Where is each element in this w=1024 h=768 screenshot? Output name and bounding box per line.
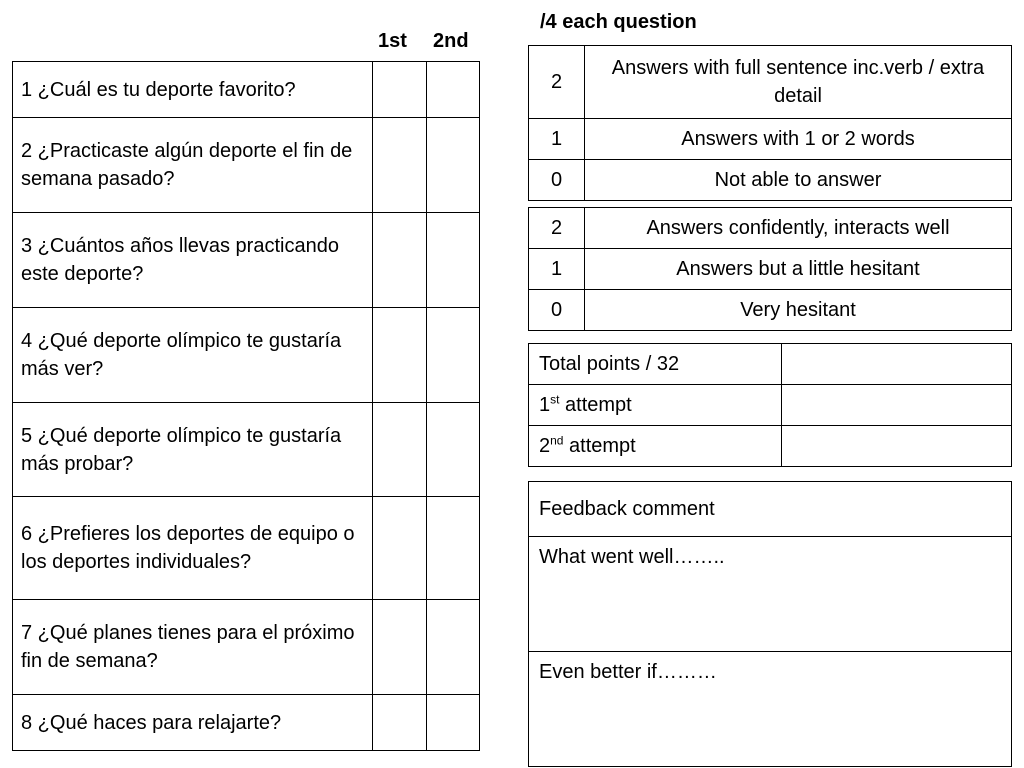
first-attempt-text: attempt [559, 394, 632, 416]
rubric-score: 1 [529, 249, 585, 290]
rubric-score: 1 [529, 119, 585, 160]
second-attempt-text: attempt [563, 435, 636, 457]
questions-table [12, 61, 480, 751]
first-attempt-cell[interactable] [782, 385, 1012, 426]
score-cell-first[interactable] [373, 62, 426, 118]
question-text: 1 ¿Cuál es tu deporte favorito? [13, 62, 373, 118]
score-cell-second[interactable] [426, 600, 479, 695]
feedback-row-went-well[interactable] [529, 537, 1012, 652]
question-text: 4 ¿Qué deporte olímpico te gustaría más ver? [13, 308, 373, 403]
question-text: 8 ¿Qué haces para relajarte? [13, 695, 373, 751]
score-cell-first[interactable] [373, 118, 426, 213]
first-attempt-number: 1 [539, 394, 551, 416]
feedback-table [528, 481, 1012, 767]
points-row-second [529, 426, 1012, 467]
feedback-row-heading [529, 482, 1012, 537]
question-text: 7 ¿Qué planes tienes para el próximo fin de semana? [13, 600, 373, 695]
question-row [13, 497, 480, 600]
question-row [13, 600, 480, 695]
question-row [13, 308, 480, 403]
second-attempt-cell[interactable] [782, 426, 1012, 467]
second-attempt-label [529, 426, 782, 467]
rubric-score: 2 [529, 208, 585, 249]
rubric-row [529, 208, 1012, 249]
question-row [13, 403, 480, 497]
score-cell-first[interactable] [373, 497, 426, 600]
rubric-score: 0 [529, 160, 585, 201]
score-cell-second[interactable] [426, 403, 479, 497]
rubric-score: 0 [529, 290, 585, 331]
even-better-field[interactable]: Even better if……… [529, 652, 1012, 767]
score-cell-second[interactable] [426, 213, 479, 308]
total-points-label: Total points / 32 [529, 344, 782, 385]
score-cell-first[interactable] [373, 695, 426, 751]
confidence-rubric-table [528, 207, 1012, 331]
column-header-second: 2nd [433, 30, 469, 52]
second-attempt-number: 2 [539, 435, 551, 457]
second-attempt-suffix: nd [550, 433, 564, 448]
rubric-description: Very hesitant [585, 290, 1012, 331]
score-cell-second[interactable] [426, 62, 479, 118]
first-attempt-label [529, 385, 782, 426]
points-table [528, 343, 1012, 467]
first-attempt-suffix: st [550, 392, 560, 407]
feedback-row-even-better[interactable] [529, 652, 1012, 767]
question-row [13, 695, 480, 751]
rubric-description: Answers confidently, interacts well [585, 208, 1012, 249]
rubric-description: Answers but a little hesitant [585, 249, 1012, 290]
rubric-row [529, 249, 1012, 290]
rubric-description: Answers with 1 or 2 words [585, 119, 1012, 160]
score-cell-second[interactable] [426, 695, 479, 751]
question-row [13, 118, 480, 213]
rubric-description: Answers with full sentence inc.verb / extra detail [585, 46, 1012, 119]
rubric-score: 2 [529, 46, 585, 119]
question-text: 5 ¿Qué deporte olímpico te gustaría más probar? [13, 403, 373, 497]
question-row [13, 213, 480, 308]
rubric-description: Not able to answer [585, 160, 1012, 201]
score-cell-second[interactable] [426, 308, 479, 403]
question-text: 3 ¿Cuántos años llevas practicando este deporte? [13, 213, 373, 308]
score-cell-first[interactable] [373, 600, 426, 695]
feedback-heading: Feedback comment [529, 482, 1012, 537]
points-row-first [529, 385, 1012, 426]
score-cell-second[interactable] [426, 118, 479, 213]
score-cell-first[interactable] [373, 308, 426, 403]
question-text: 6 ¿Prefieres los deportes de equipo o los deportes individuales? [13, 497, 373, 600]
rubric-row [529, 119, 1012, 160]
question-row [13, 62, 480, 118]
went-well-field[interactable]: What went well…….. [529, 537, 1012, 652]
question-text: 2 ¿Practicaste algún deporte el fin de semana pasado? [13, 118, 373, 213]
content-rubric-table [528, 45, 1012, 201]
column-header-first: 1st [378, 30, 407, 52]
total-points-cell[interactable] [782, 344, 1012, 385]
score-cell-first[interactable] [373, 213, 426, 308]
score-cell-first[interactable] [373, 403, 426, 497]
rubric-row [529, 290, 1012, 331]
score-cell-second[interactable] [426, 497, 479, 600]
points-row-total [529, 344, 1012, 385]
page-title: /4 each question [540, 11, 697, 33]
rubric-row [529, 46, 1012, 119]
rubric-row [529, 160, 1012, 201]
